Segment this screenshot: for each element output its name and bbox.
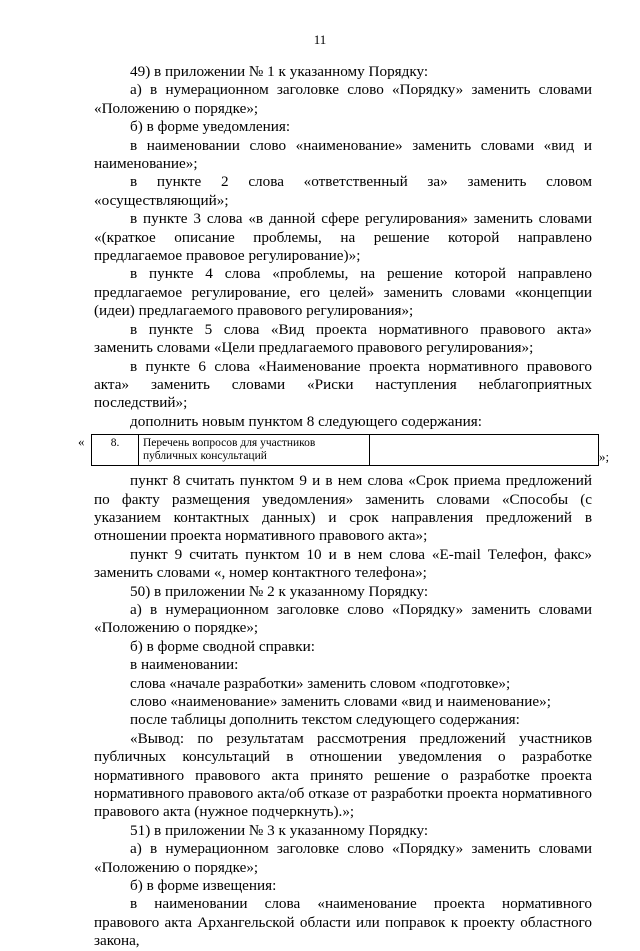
paragraph-point-5: в пункте 5 слова «Вид проекта нормативного правового акта» заменить словами «Цели предлагаемого правового регулирования»;	[94, 320, 592, 357]
paragraph-point-2: в пункте 2 слова «ответственный за» заменить словом «осуществляющий»;	[94, 173, 592, 209]
document-body	[78, 63, 610, 951]
table-cell-number: 8.	[92, 435, 139, 466]
paragraph-50a: а) в нумерационном заголовке слово «Порядку» заменить словами «Положению о порядке»;	[94, 600, 592, 637]
paragraph-51-naming: в наименовании слова «наименование проекта нормативного правового акта Архангельской области или поправок к проекту областного закона,	[94, 895, 592, 950]
paragraph-after-table: после таблицы дополнить текстом следующего содержания:	[130, 711, 520, 729]
paragraph-49: 49) в приложении № 1 к указанному Порядку:	[130, 63, 429, 80]
paragraph-49a: а) в нумерационном заголовке слово «Порядку» заменить словами «Положению о порядке»;	[94, 81, 592, 117]
paragraph-add-point-8: дополнить новым пунктом 8 следующего содержания:	[130, 412, 482, 430]
paragraph-50: 50) в приложении № 2 к указанному Порядку:	[130, 582, 429, 600]
table-cell-empty	[370, 435, 599, 466]
paragraph-point-3: в пункте 3 слова «в данной сфере регулирования» заменить словами «(краткое описание проблемы, на решение которой направлено предлагаемое правовое регулирование)»;	[94, 210, 592, 265]
paragraph-50b: б) в форме сводной справки:	[130, 637, 315, 655]
paragraph-words-start: слова «начале разработки» заменить словом «подготовке»;	[130, 674, 511, 692]
paragraph-point-8-rename: пункт 8 считать пунктом 9 и в нем слова «Срок приема предложений по факту размещения уведомления» заменить словами «Способы (с указанием контактных данных) и срок направления предложений в отношении проекта нормативного правового акта»;	[94, 472, 592, 545]
page-number: 11	[313, 32, 327, 47]
table-close-quote: »;	[599, 449, 610, 465]
paragraph-49b: б) в форме уведомления:	[130, 118, 291, 136]
table-open-quote: «	[78, 434, 85, 450]
paragraph-conclusion: «Вывод: по результатам рассмотрения предложений участников публичных консультаций в отношении уведомления о разработке нормативного правового акта принято решение о разработке проекта нормативного правового акта/об отказе от разработки проекта нормативного правового акта (нужное подчеркнуть).»;	[94, 729, 592, 821]
inserted-table	[91, 434, 599, 466]
paragraph-naming: в наименовании слово «наименование» заменить словами «вид и наименование»;	[94, 136, 592, 173]
inserted-table-block	[78, 434, 610, 465]
paragraph-word-naming: слово «наименование» заменить словами «вид и наименование»;	[130, 693, 551, 710]
table-cell-text: Перечень вопросов для участников публичных консультаций	[139, 435, 370, 466]
paragraph-in-naming: в наименовании:	[130, 656, 239, 674]
paragraph-point-9-rename: пункт 9 считать пунктом 10 и в нем слова «E-mail Телефон, факс» заменить словами «, номер контактного телефона»;	[94, 545, 592, 582]
paragraph-51b: б) в форме извещения:	[130, 877, 277, 895]
paragraph-51a: а) в нумерационном заголовке слово «Порядку» заменить словами «Положению о порядке»;	[94, 840, 592, 876]
paragraph-51: 51) в приложении № 3 к указанному Порядку:	[130, 821, 429, 839]
paragraph-point-6: в пункте 6 слова «Наименование проекта нормативного правового акта» заменить словами «Риски наступления неблагоприятных последствий»;	[94, 357, 592, 412]
table-row	[92, 435, 599, 466]
paragraph-point-4: в пункте 4 слова «проблемы, на решение которой направлено предлагаемое регулирование, его целей» заменить словами «концепции (идеи) предлагаемого правового регулирования»;	[94, 265, 592, 320]
